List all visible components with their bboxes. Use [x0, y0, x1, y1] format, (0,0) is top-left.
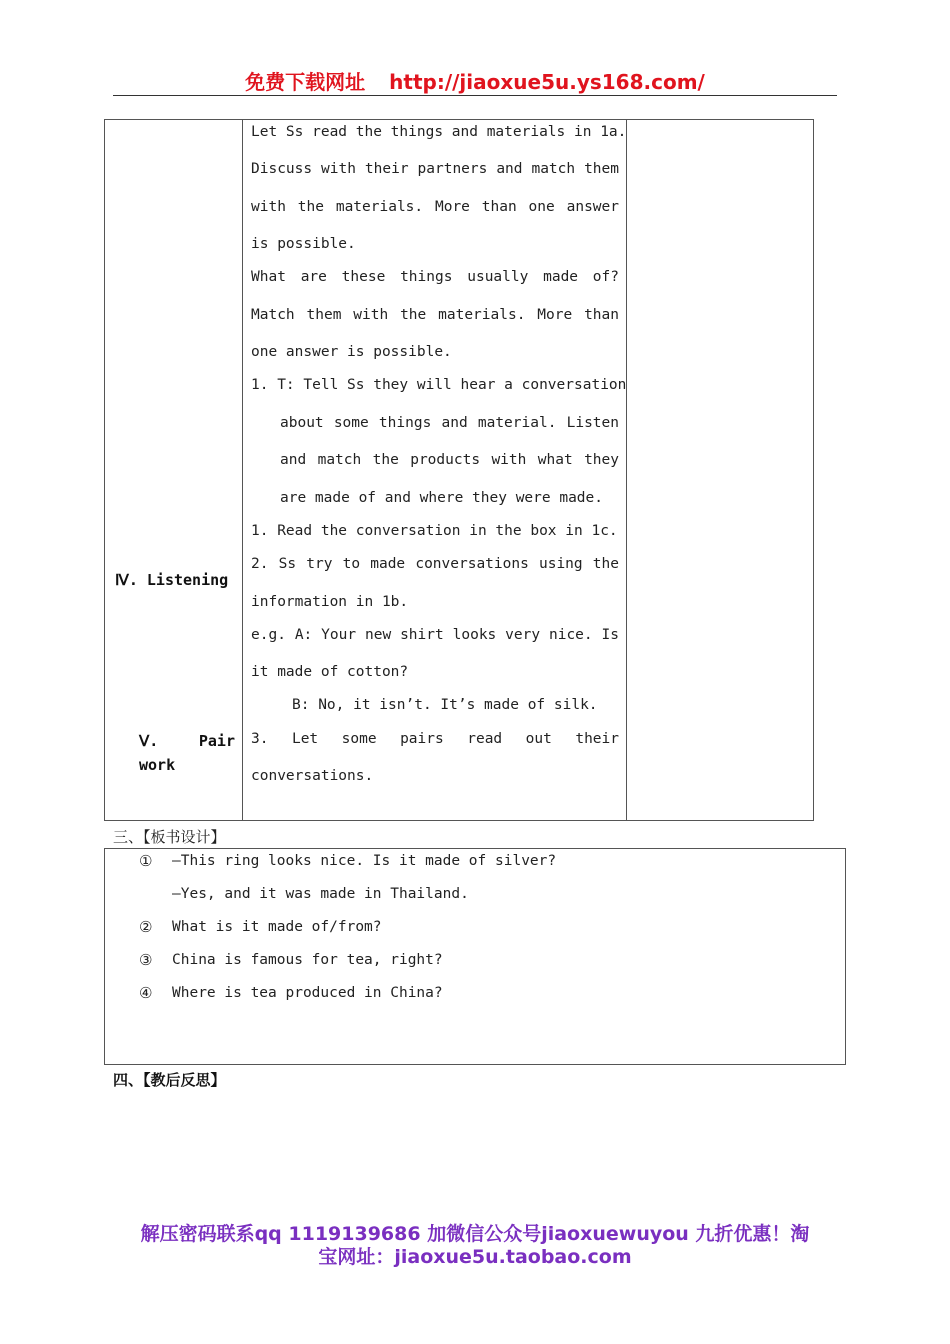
content-line: Match them with the materials. More than — [251, 307, 619, 323]
page-header — [0, 66, 950, 95]
board-design-box — [104, 848, 846, 1065]
stage-pair-work — [139, 729, 235, 777]
stage-pair-word2: work — [139, 756, 176, 774]
content-line: e.g. A: Your new shirt looks very nice. Is — [251, 627, 619, 643]
header-url[interactable]: http://jiaoxue5u.ys168.com/ — [389, 70, 705, 94]
board-line: What is it made of/from? — [172, 919, 382, 935]
content-line: information in 1b. — [251, 594, 409, 610]
content-line: What are these things usually made of? — [251, 269, 619, 285]
reflection-heading: 四、【教后反思】 — [113, 1071, 226, 1089]
board-design-heading: 三、【板书设计】 — [113, 828, 226, 846]
content-line: is possible. — [251, 236, 356, 252]
content-line: one answer is possible. — [251, 344, 452, 360]
content-line: conversations. — [251, 768, 374, 784]
content-line: it made of cotton? — [251, 664, 409, 680]
footer-line-1: 解压密码联系qq 1119139686 加微信公众号jiaoxuewuyou 九折优惠！淘 — [140, 1223, 810, 1245]
stage-pair-num: Ⅴ. — [139, 732, 159, 750]
content-line: Discuss with their partners and match them — [251, 161, 619, 177]
stage-pair-word: Pair — [198, 732, 235, 750]
content-line: about some things and material. Listen — [280, 415, 619, 431]
board-line: China is famous for tea, right? — [172, 952, 443, 968]
lesson-table — [104, 119, 814, 821]
content-line: 3. Let some pairs read out their — [251, 731, 619, 747]
header-label: 免费下载网址 — [245, 70, 366, 94]
content-line: with the materials. More than one answer — [251, 199, 619, 215]
item-number: ② — [139, 918, 153, 936]
content-line: 1. T: Tell Ss they will hear a conversation — [251, 377, 627, 393]
content-line: and match the products with what they — [280, 452, 619, 468]
board-line: —Yes, and it was made in Thailand. — [172, 886, 469, 902]
column-divider — [626, 120, 627, 820]
content-line: B: No, it isn’t. It’s made of silk. — [292, 697, 598, 713]
content-line: Let Ss read the things and materials in 1a. — [251, 124, 627, 140]
item-number: ① — [139, 852, 153, 870]
content-line: 1. Read the conversation in the box in 1c. — [251, 523, 618, 539]
board-line: Where is tea produced in China? — [172, 985, 443, 1001]
content-line: are made of and where they were made. — [280, 490, 604, 506]
board-line: —This ring looks nice. Is it made of silver? — [172, 853, 557, 869]
item-number: ④ — [139, 984, 153, 1002]
column-divider — [242, 120, 243, 820]
footer-line-2[interactable]: 宝网址：jiaoxue5u.taobao.com — [318, 1246, 632, 1268]
stage-listening: Ⅳ. Listening — [115, 571, 229, 589]
header-divider — [113, 95, 837, 96]
item-number: ③ — [139, 951, 153, 969]
content-line: 2. Ss try to made conversations using the — [251, 556, 619, 572]
